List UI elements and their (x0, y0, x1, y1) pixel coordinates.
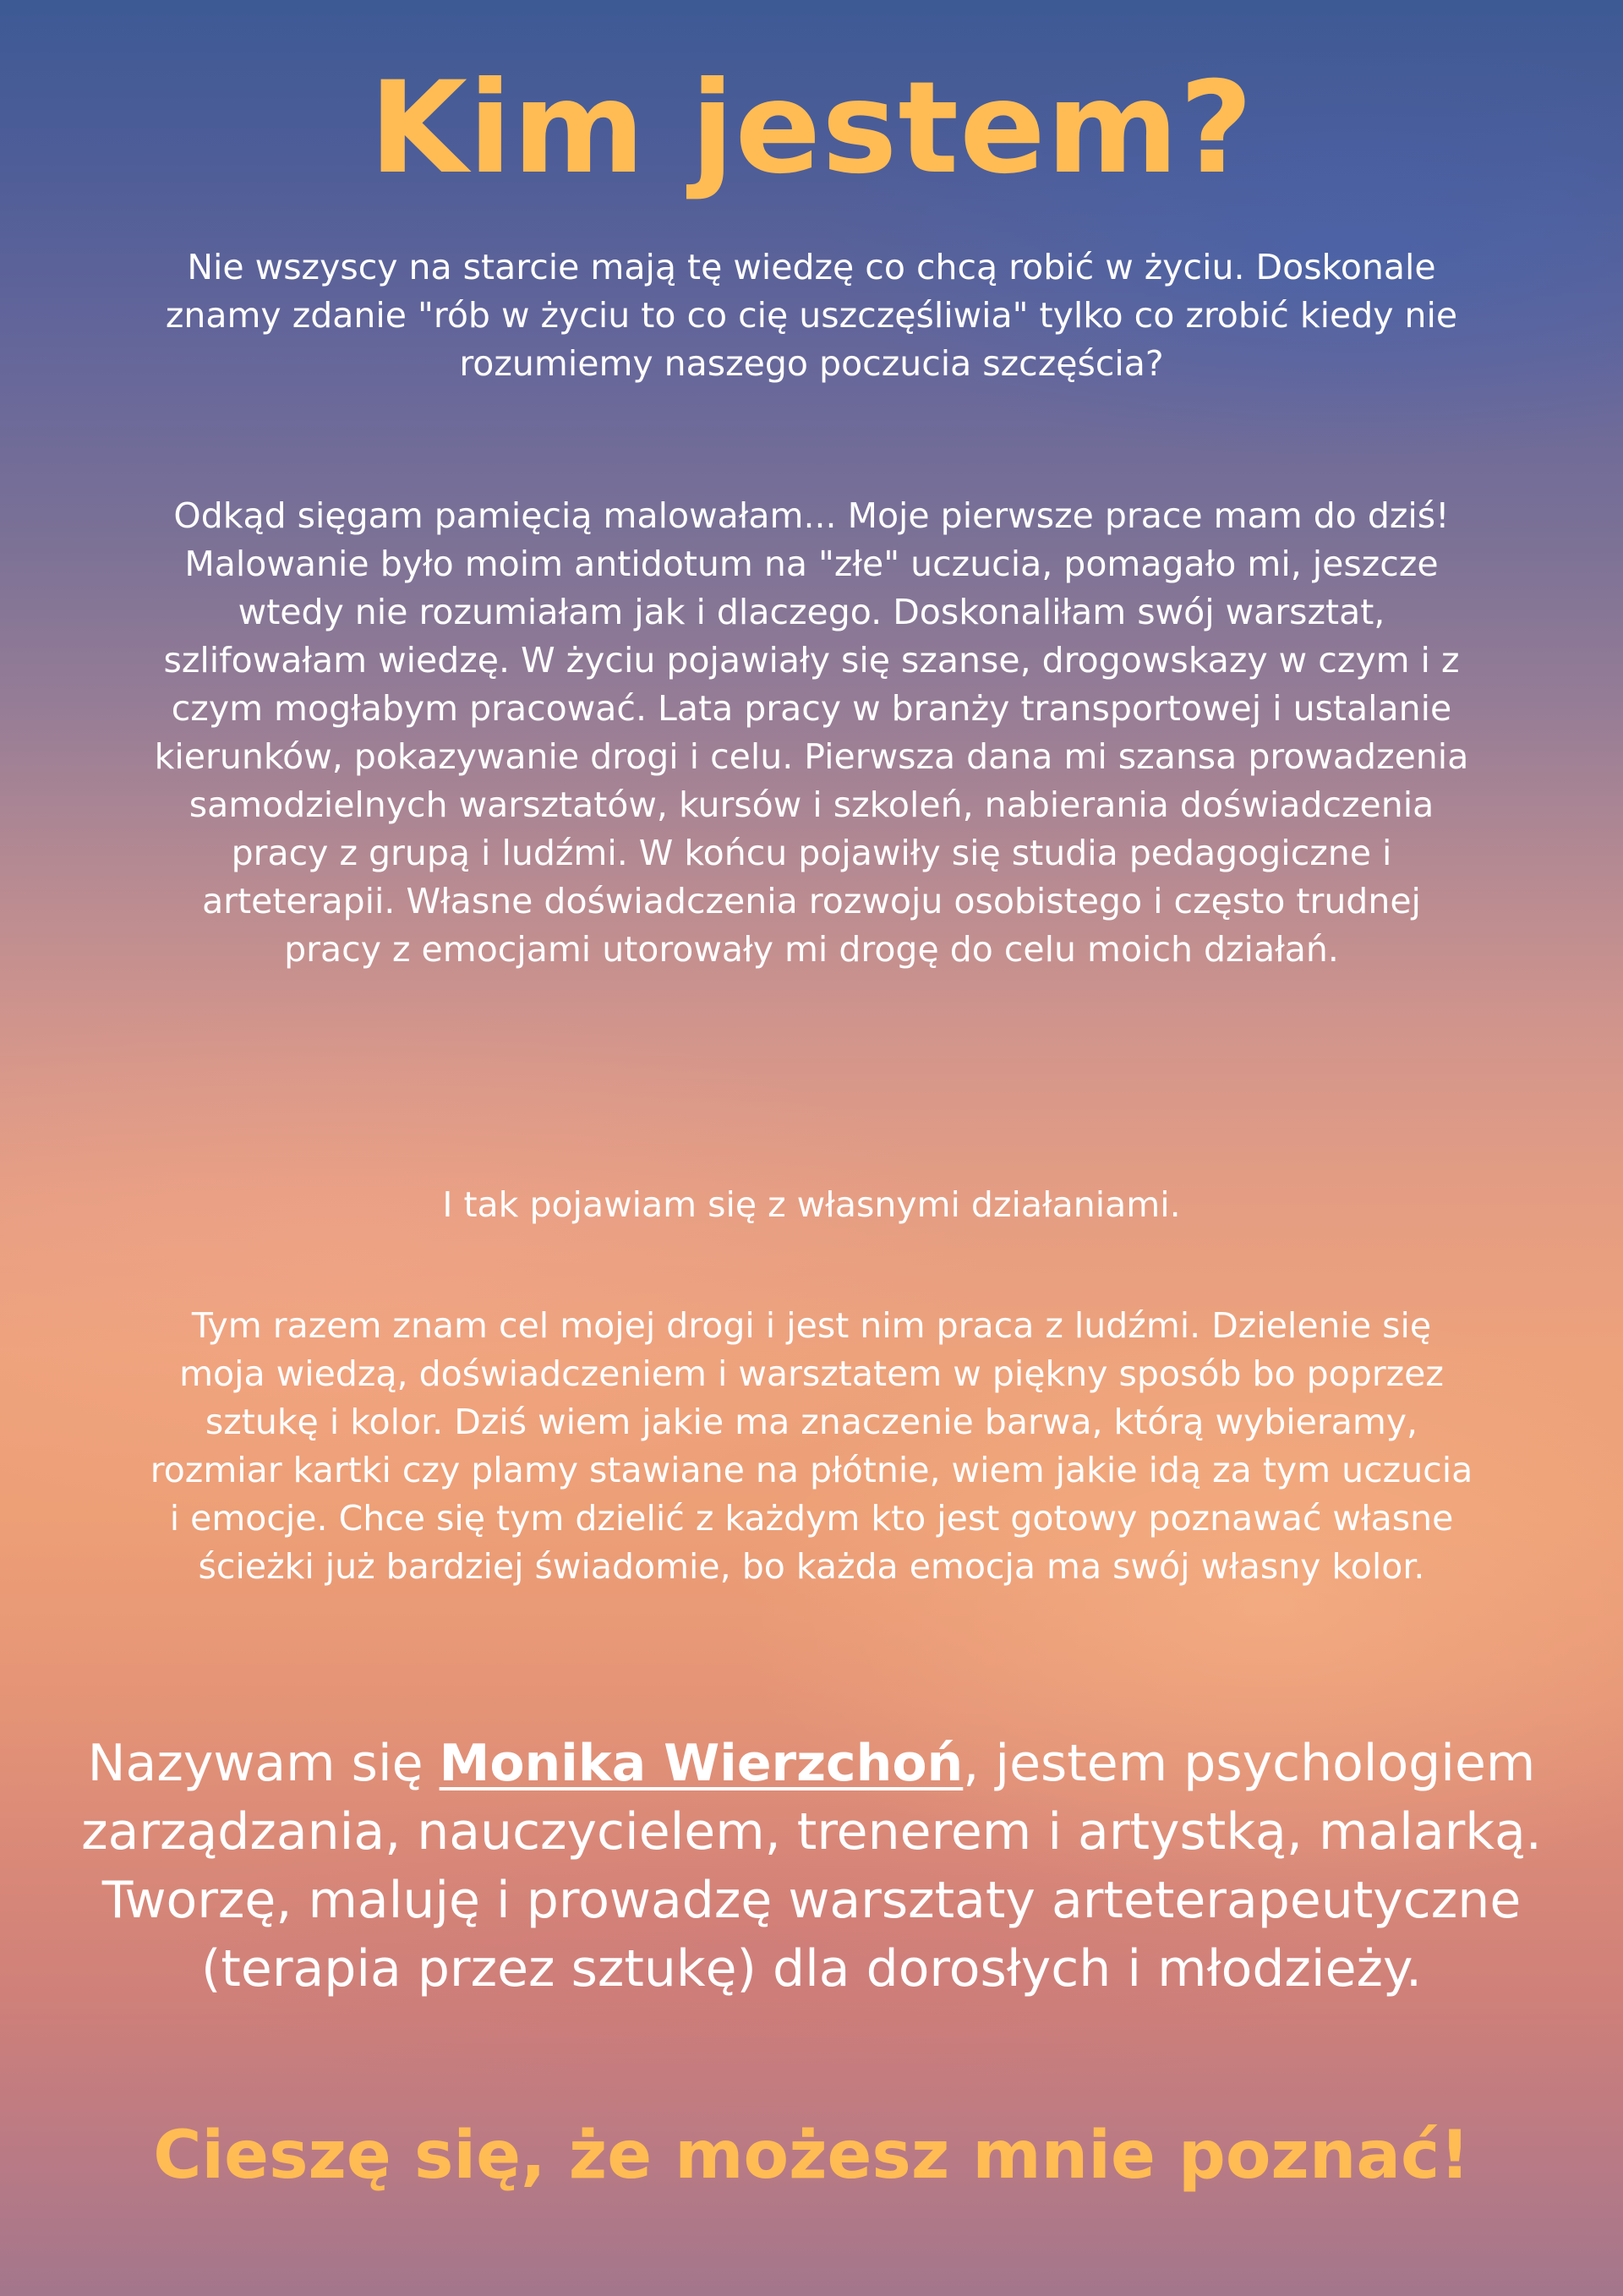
author-introduction (17, 1730, 1606, 2004)
paragraph-intro-question: Nie wszyscy na starcie mają tę wiedzę co chcą robić w życiu. Doskonale znamy zdanie "rób w życiu to co cię uszczęśliwia" tylko co zrobić kiedy nie rozumiemy naszego poczucia szczęścia? (165, 247, 1458, 384)
intro-suffix: , jestem psychologiem zarządzania, nauczycielem, trenerem i artystką, malarką. Tworzę, maluję i prowadzę warsztaty arteterapeutyczne (terapia przez sztukę) dla dorosłych i młodzieży. (81, 1734, 1542, 1998)
paragraph-own-activities: I tak pojawiam się z własnymi działaniami. (442, 1184, 1181, 1225)
page-title: Kim jestem? (369, 55, 1254, 202)
paragraph-painting-story: Odkąd sięgam pamięcią malowałam... Moje pierwsze prace mam do dziś! Malowanie było moim antidotum na "złe" uczucia, pomagało mi, jeszcze wtedy nie rozumiałam jak i dlaczego. Doskonaliłam swój warsztat, szlifowałam wiedzę. W życiu pojawiały się szanse, drogowskazy w czym i z czym mogłabym pracować. Lata pracy w branży transportowej i ustalanie kierunków, pokazywanie drogi i celu. Pierwsza dana mi szansa prowadzenia samodzielnych warsztatów, kursów i szkoleń, nabierania doświadczenia pracy z grupą i ludźmi. W końcu pojawiły się studia pedagogiczne i arteterapii. Własne doświadczenia rozwoju osobistego i często trudnej pracy z emocjami utorowały mi drogę do celu moich działań. (154, 495, 1469, 970)
closing-line: Cieszę się, że możesz mnie poznać! (153, 2118, 1470, 2194)
paragraph-goal: Tym razem znam cel mojej drogi i jest nim praca z ludźmi. Dzielenie się moja wiedzą, doświadczeniem i warsztatem w piękny sposób bo poprzez sztukę i kolor. Dziś wiem jakie ma znaczenie barwa, którą wybieramy, rozmiar kartki czy plamy stawiane na płótnie, wiem jakie idą za tym uczucia i emocje. Chce się tym dzielić z każdym kto jest gotowy poznawać własne ścieżki już bardziej świadomie, bo każda emocja ma swój własny kolor. (150, 1305, 1473, 1587)
intro-prefix: Nazywam się (87, 1734, 440, 1793)
author-name-link[interactable]: Monika Wierzchoń (439, 1734, 964, 1793)
